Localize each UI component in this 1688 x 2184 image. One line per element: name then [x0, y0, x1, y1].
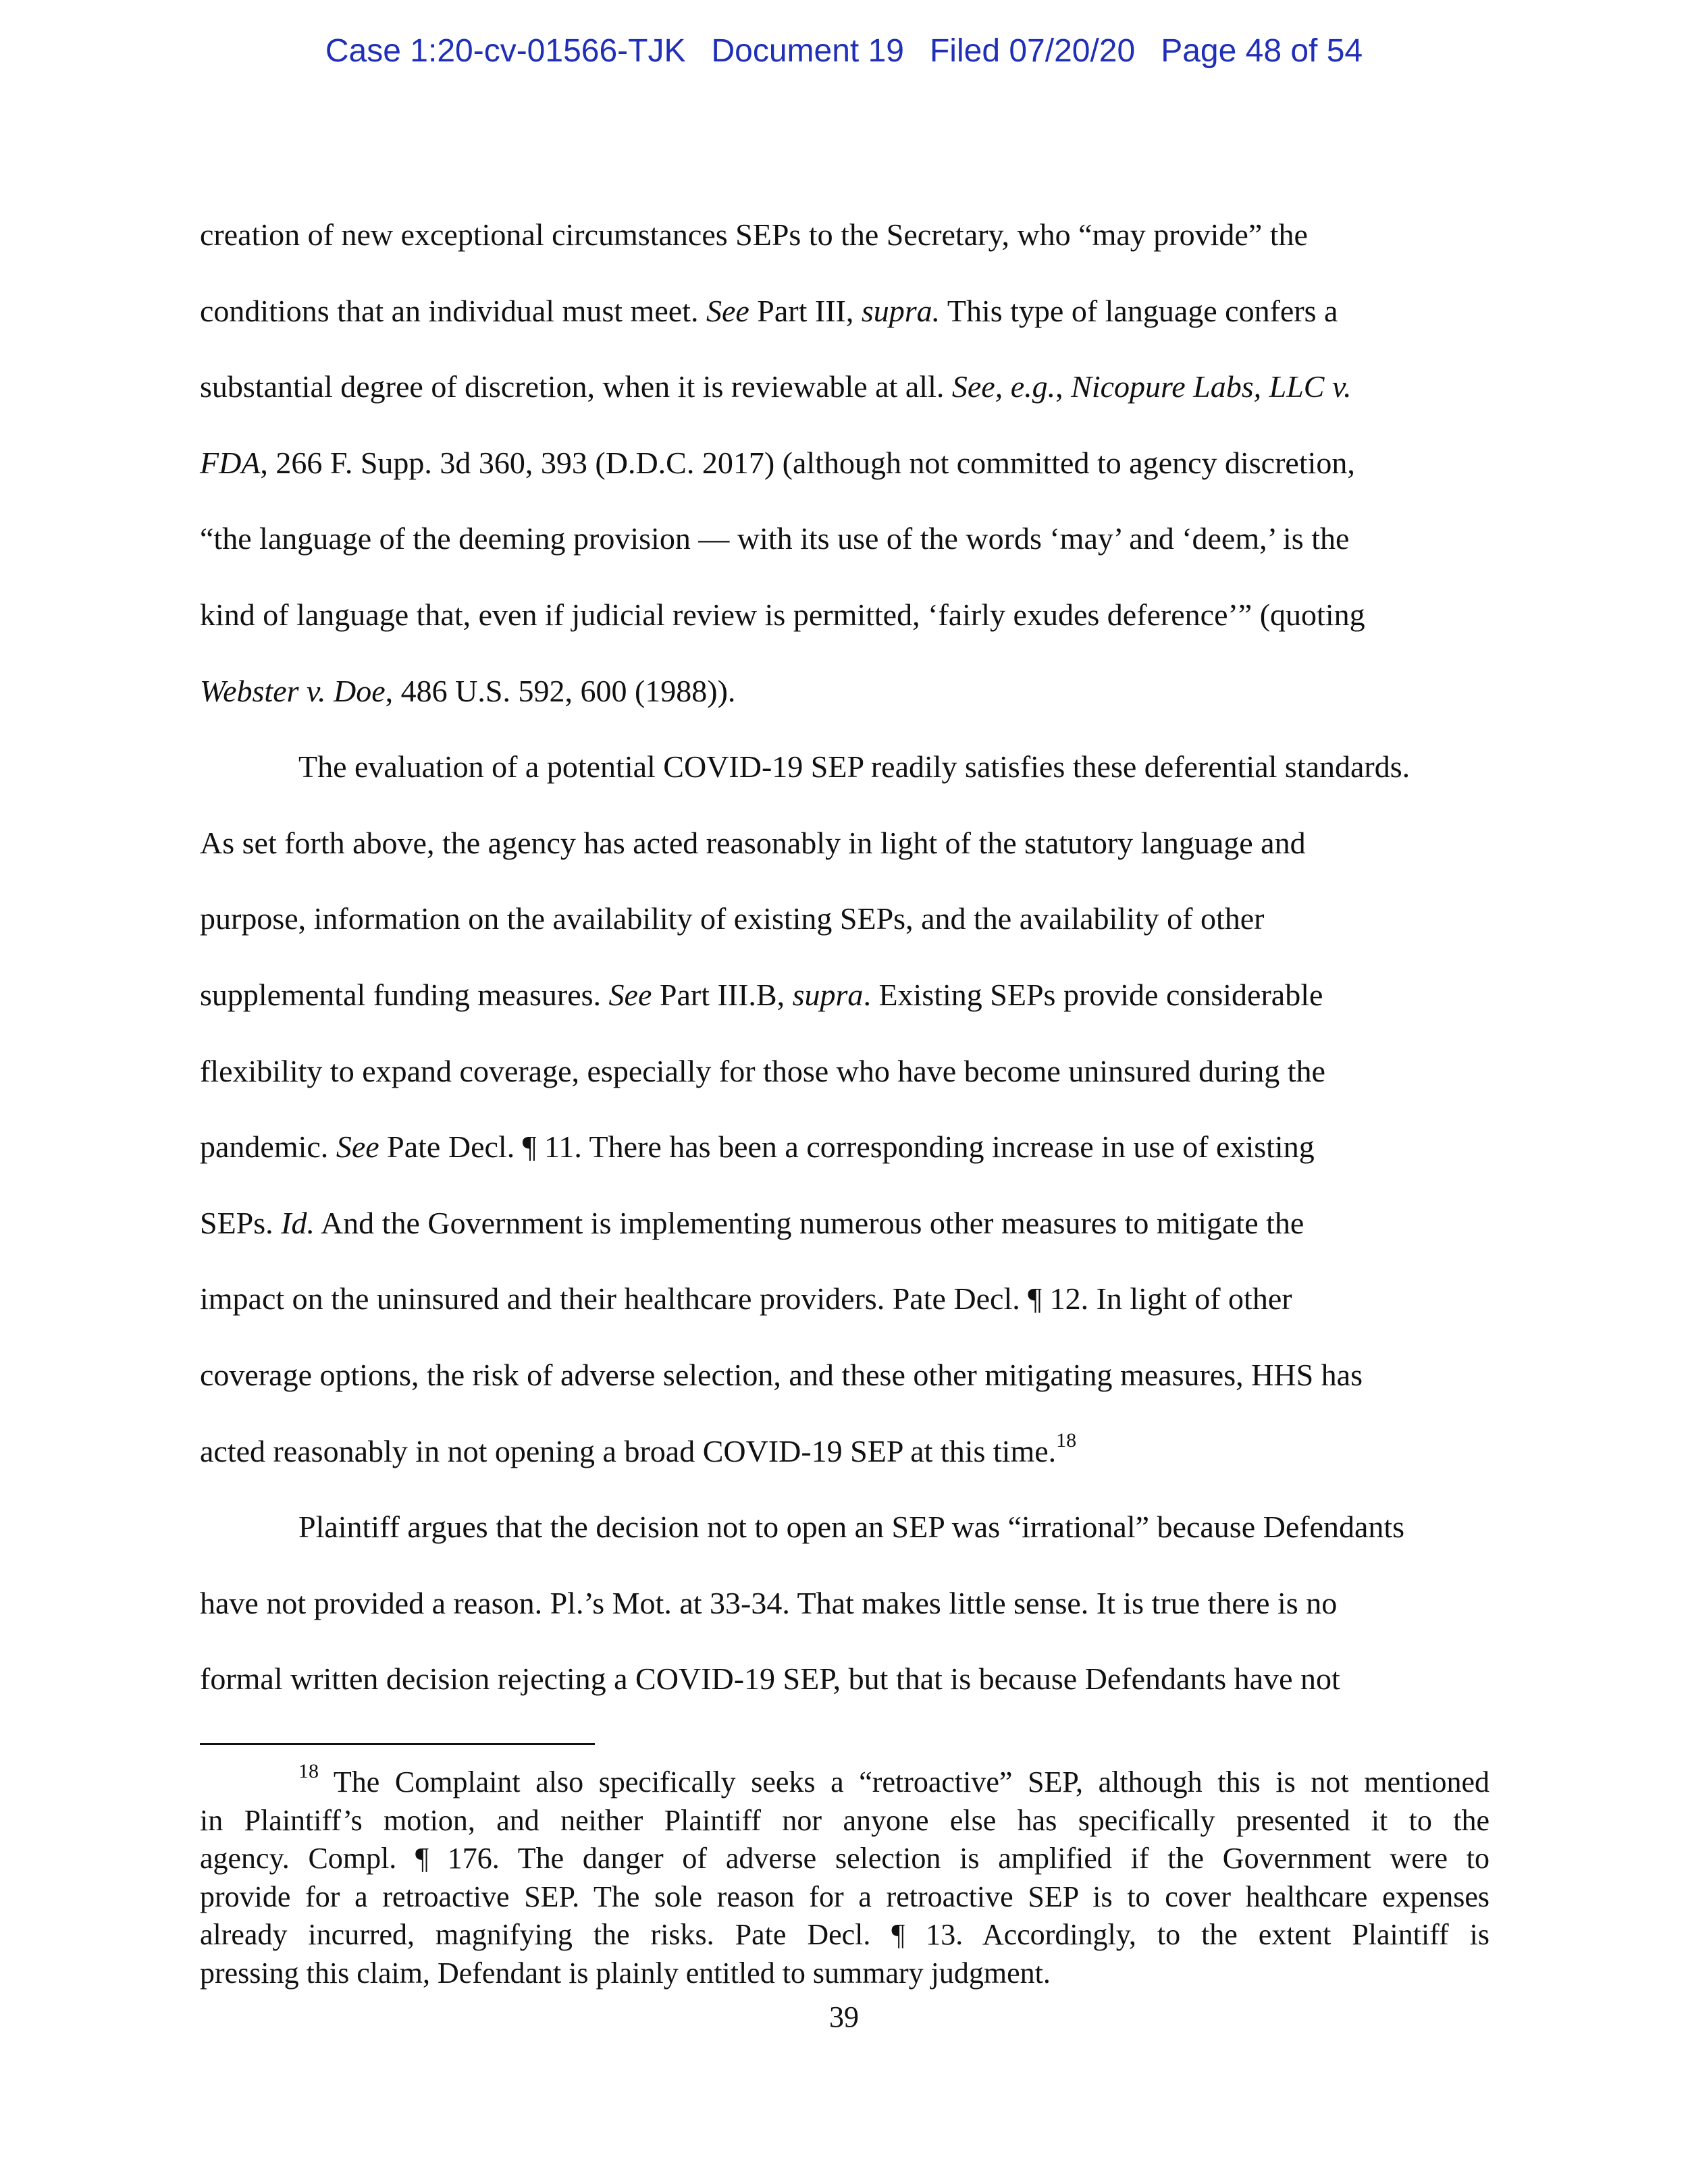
text-line: Plaintiff argues that the decision not to open an SEP was “irrational” because Defendants: [298, 1510, 1405, 1545]
footnote-separator: [200, 1743, 595, 1745]
court-filing-header: [0, 32, 1688, 70]
text-line: supplemental funding measures. See Part III.B, supra. Existing SEPs provide considerable: [200, 977, 1323, 1012]
text-line: As set forth above, the agency has acted reasonably in light of the statutory language and: [200, 825, 1306, 860]
footnote-line: in Plaintiff’s motion, and neither Plaintiff nor anyone else has specifically presented it to the: [200, 1803, 1489, 1837]
page-count: Page 48 of 54: [1161, 33, 1363, 69]
footnote-line: pressing this claim, Defendant is plainly entitled to summary judgment.: [200, 1956, 1051, 1990]
text-line: flexibility to expand coverage, especially for those who have become uninsured during the: [200, 1053, 1325, 1088]
text-line: have not provided a reason. Pl.’s Mot. at 33-34. That makes little sense. It is true there is no: [200, 1585, 1338, 1620]
text-line: coverage options, the risk of adverse selection, and these other mitigating measures, HHS has: [200, 1357, 1363, 1392]
text-line: kind of language that, even if judicial review is permitted, ‘fairly exudes deference’” (quoting: [200, 597, 1365, 632]
text-line: impact on the uninsured and their healthcare providers. Pate Decl. ¶ 12. In light of other: [200, 1281, 1292, 1316]
body-text: [200, 197, 1489, 1717]
footnote-line: agency. Compl. ¶ 176. The danger of adverse selection is amplified if the Government were to: [200, 1842, 1489, 1875]
footnote-line: already incurred, magnifying the risks. Pate Decl. ¶ 13. Accordingly, to the extent Plaintiff is: [200, 1918, 1489, 1951]
text-line: The evaluation of a potential COVID-19 SEP readily satisfies these deferential standards.: [298, 749, 1410, 784]
footnote-number: 18: [298, 1760, 319, 1782]
footnote-line: $^{18}$ The Complaint also specifically seeks a “retroactive” SEP, although this is not mentioned: [298, 1760, 1489, 1799]
text-line: conditions that an individual must meet. See Part III, supra. This type of language confers a: [200, 293, 1338, 328]
document-number: Document 19: [711, 33, 904, 69]
text-line: pandemic. See Pate Decl. ¶ 11. There has been a corresponding increase in use of existing: [200, 1129, 1315, 1165]
footnote-reference: 18: [1056, 1429, 1077, 1451]
text-line: SEPs. Id. And the Government is implementing numerous other measures to mitigate the: [200, 1205, 1304, 1240]
text-line: Webster v. Doe, 486 U.S. 592, 600 (1988)).: [200, 673, 736, 708]
text-line: FDA, 266 F. Supp. 3d 360, 393 (D.D.C. 2017) (although not committed to agency discretion,: [200, 445, 1355, 480]
footnote-line: provide for a retroactive SEP. The sole reason for a retroactive SEP is to cover healthcare expenses: [200, 1880, 1489, 1913]
case-number: Case 1:20-cv-01566-TJK: [325, 33, 686, 69]
text-line: acted reasonably in not opening a broad COVID-19 SEP at this time.$^{18}$: [200, 1429, 1077, 1468]
text-line: purpose, information on the availability of existing SEPs, and the availability of other: [200, 901, 1265, 936]
page-number: 39: [829, 2000, 859, 2033]
text-line: formal written decision rejecting a COVID-19 SEP, but that is because Defendants have not: [200, 1661, 1340, 1697]
text-line: creation of new exceptional circumstances SEPs to the Secretary, who “may provide” the: [200, 217, 1308, 252]
filed-date: Filed 07/20/20: [929, 33, 1136, 69]
text-line: “the language of the deeming provision — with its use of the words ‘may’ and ‘deem,’ is the: [200, 521, 1350, 556]
footnote-18: [200, 1760, 1489, 1992]
text-line: substantial degree of discretion, when it is reviewable at all. See, e.g., Nicopure Labs, LLC v.: [200, 369, 1352, 404]
